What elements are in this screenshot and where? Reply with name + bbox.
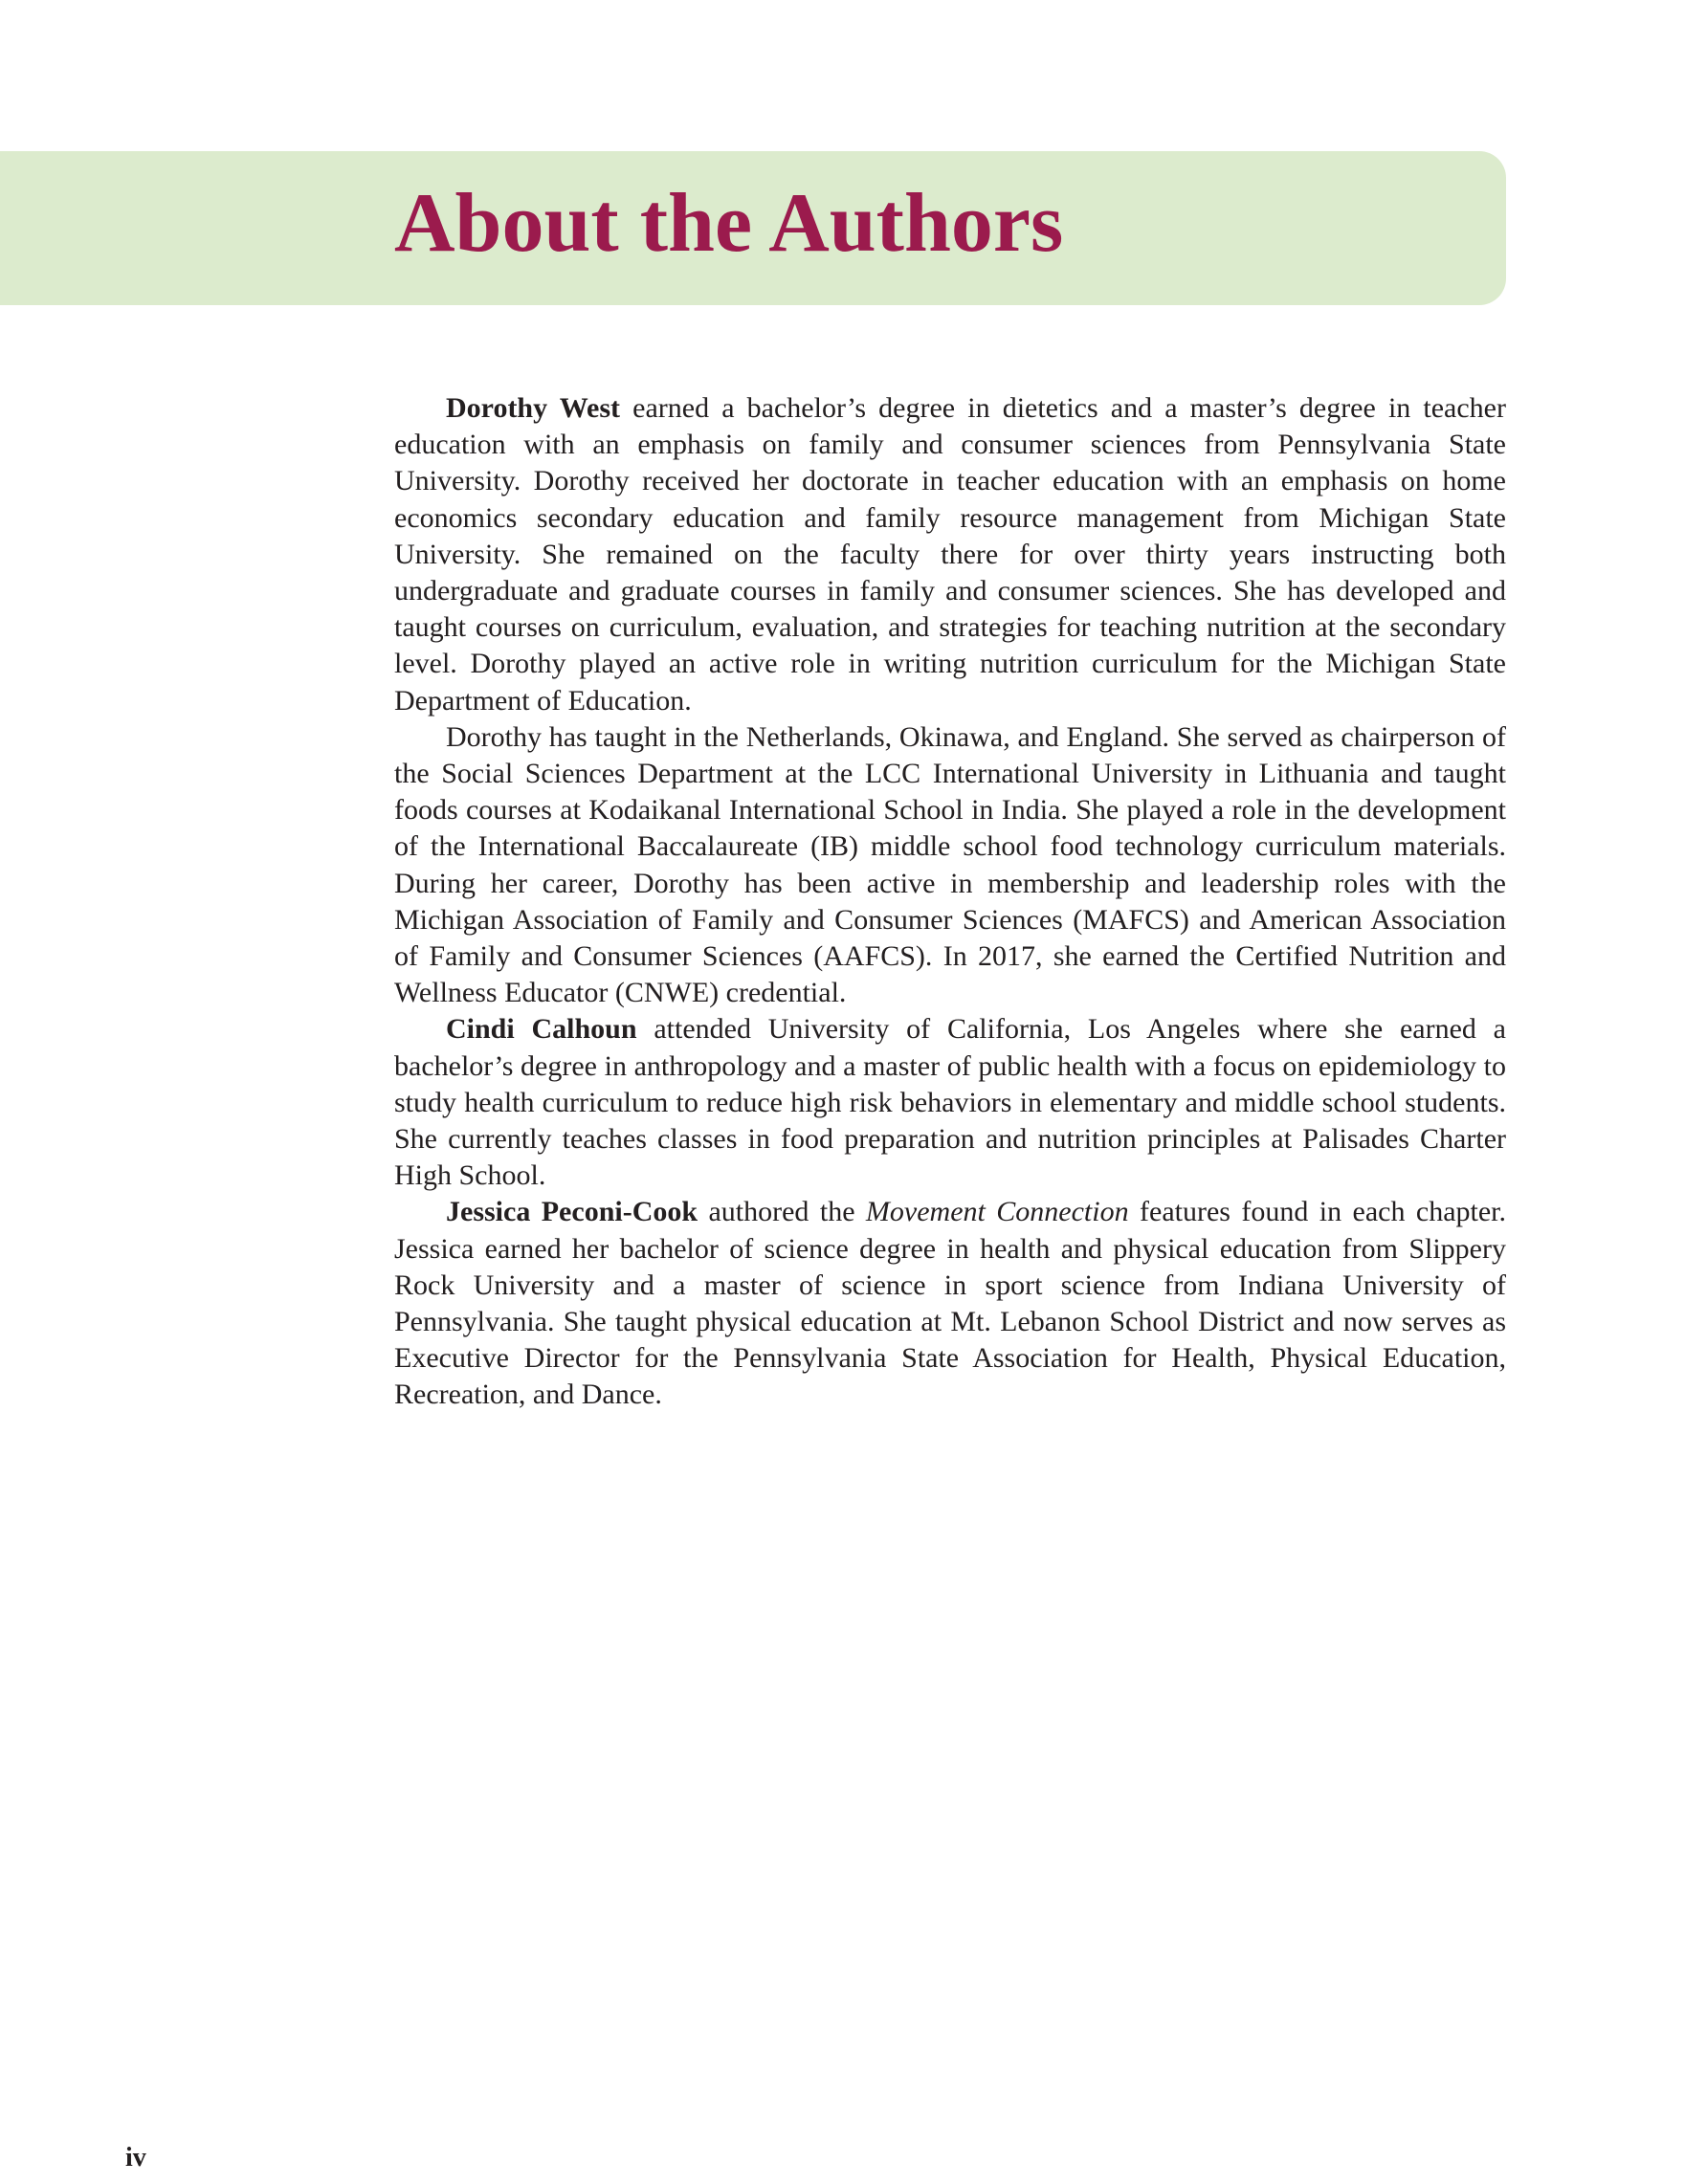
author-name: Dorothy West <box>446 392 621 424</box>
bio-text: Dorothy has taught in the Netherlands, Okinawa, and England. She served as chairperson of the Social Sciences Department at the LCC International University in Lithuania and taught foods courses at Kodaikanal International School in India. She played a role in the development of the International Baccalaureate (IB) middle school food technology curriculum materials. During her career, Dorothy has been active in membership and leadership roles with the Michigan Association of Family and Consumer Sciences (MAFCS) and American Association of Family and Consumer Sciences (AAFCS). In 2017, she earned the Certified Nutrition and Wellness Educator (CNWE) credential. <box>394 720 1506 1009</box>
bio-paragraph-dorothy-west <box>394 390 1506 719</box>
bio-paragraph-jessica-peconi-cook <box>394 1194 1506 1413</box>
bio-paragraph-cindi-calhoun <box>394 1011 1506 1194</box>
authors-body <box>394 390 1506 1414</box>
bio-paragraph-dorothy-west-continued <box>394 719 1506 1012</box>
author-name: Jessica Peconi-Cook <box>446 1196 698 1228</box>
page-number: iv <box>125 2143 146 2173</box>
bio-text: earned a bachelor’s degree in dietetics and a master’s degree in teacher education with an emphasis on family and consumer sciences from Pennsylvania State University. Dorothy received her doctorate in teacher education with an emphasis on home economics secondary education and family resource management from Michigan State University. She remained on the faculty there for over thirty years instructing both undergraduate and graduate courses in family and consumer sciences. She has developed and taught courses on curriculum, evaluation, and strategies for teaching nutrition at the secondary level. Dorothy played an active role in writing nutrition curriculum for the Michigan State Department of Education. <box>394 392 1506 717</box>
author-name: Cindi Calhoun <box>446 1013 637 1046</box>
bio-text: authored the <box>698 1196 866 1228</box>
feature-title: Movement Connection <box>865 1196 1129 1228</box>
page-title: About the Authors <box>394 177 1064 270</box>
bio-text: features found in each chapter. Jessica earned her bachelor of science degree in health and physical education from Slippery Rock University and a master of science in sport science from Indiana University of Pennsylvania. She taught physical education at Mt. Lebanon School District and now serves as Executive Director for the Pennsylvania State Association for Health, Physical Education, Recreation, and Dance. <box>394 1196 1507 1411</box>
bio-text: attended University of California, Los Angeles where she earned a bachelor’s degree in anthropology and a master of public health with a focus on epidemiology to study health curriculum to reduce high risk behaviors in elementary and middle school students. She currently teaches classes in food preparation and nutrition principles at Palisades Charter High School. <box>394 1013 1506 1192</box>
